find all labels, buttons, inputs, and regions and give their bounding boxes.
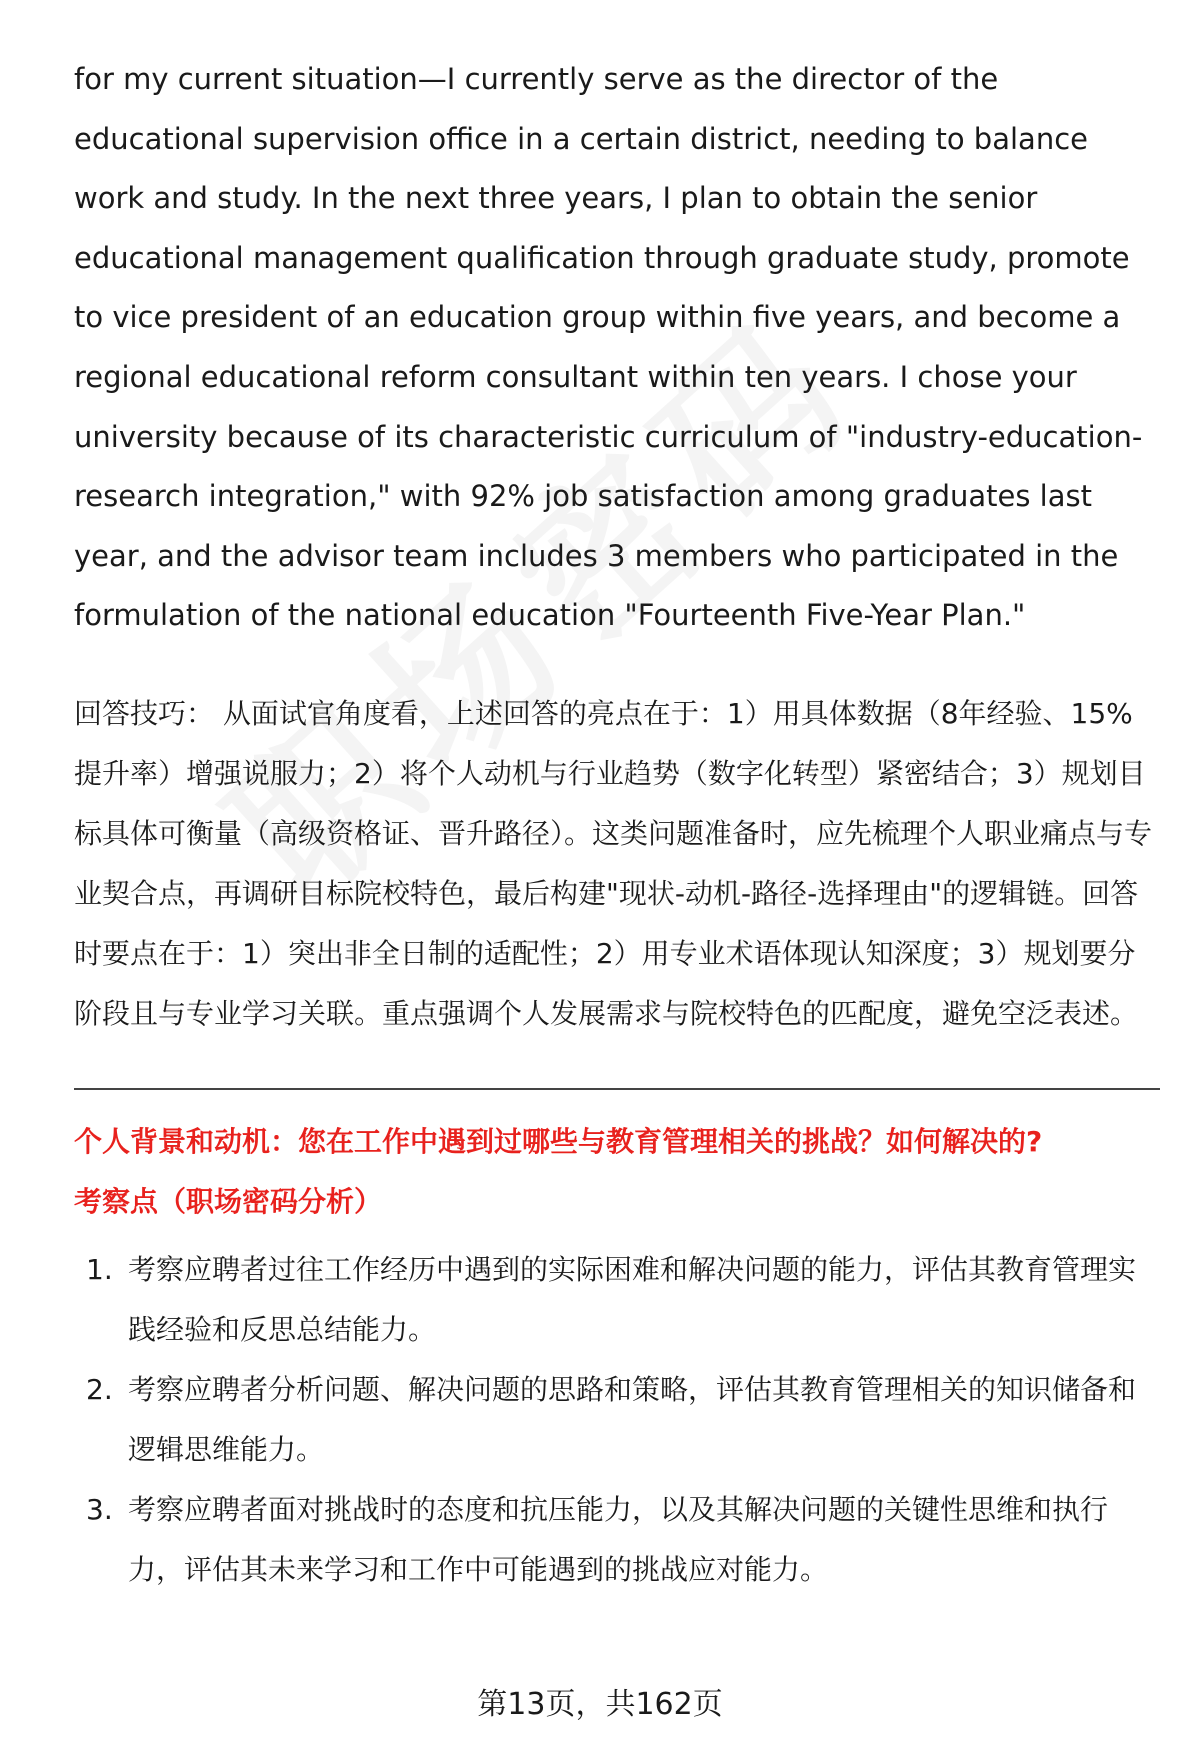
list-item-number: 1.	[86, 1252, 113, 1286]
list-item-number: 2.	[86, 1372, 113, 1406]
list-item-text: 考察应聘者分析问题、解决问题的思路和策略，评估其教育管理相关的知识储备和逻辑思维能力。	[128, 1372, 1137, 1466]
question-heading: 个人背景和动机：您在工作中遇到过哪些与教育管理相关的挑战？如何解决的?	[74, 1124, 1043, 1158]
list-item-text: 考察应聘者过往工作经历中遇到的实际困难和解决问题的能力，评估其教育管理实践经验和反思总结能力。	[128, 1252, 1137, 1346]
section-divider	[74, 1088, 1160, 1090]
list-item-text: 考察应聘者面对挑战时的态度和抗压能力，以及其解决问题的关键性思维和执行力，评估其未来学习和工作中可能遇到的挑战应对能力。	[128, 1492, 1109, 1586]
list-item	[74, 1360, 1160, 1480]
list-item	[74, 1480, 1160, 1600]
assessment-points-list	[74, 1240, 1160, 1600]
document-page	[74, 50, 1160, 1600]
assessment-points-title: 考察点（职场密码分析）	[74, 1184, 383, 1218]
list-item	[74, 1240, 1160, 1360]
answer-tips-paragraph: 回答技巧： 从面试官角度看，上述回答的亮点在于：1）用具体数据（8年经验、15%提升率）增强说服力；2）将个人动机与行业趋势（数字化转型）紧密结合；3）规划目标具体可衡量（高级资格证、晋升路径）。这类问题准备时，应先梳理个人职业痛点与专业契合点，再调研目标院校特色，最后构建"现状-动机-路径-选择理由"的逻辑链。回答时要点在于：1）突出非全日制的适配性；2）用专业术语体现认知深度；3）规划要分阶段且与专业学习关联。重点强调个人发展需求与院校特色的匹配度，避免空泛表述。	[74, 696, 1153, 1030]
page-number-footer: 第13页，共162页	[477, 1687, 723, 1722]
answer-paragraph-en: for my current situation—I currently serve as the director of the educational supervision office in a certain district, needing to balance work and study. In the next three years, I plan to obtain the senior educational management qualification through graduate study, promote to vice president of an education group within five years, and become a regional educational reform consultant within ten years. I chose your university because of its characteristic curriculum of "industry-education-research integration," with 92% job satisfaction among graduates last year, and the advisor team includes 3 members who participated in the formulation of the national education "Fourteenth Five-Year Plan."	[74, 62, 1143, 633]
list-item-number: 3.	[86, 1492, 113, 1526]
